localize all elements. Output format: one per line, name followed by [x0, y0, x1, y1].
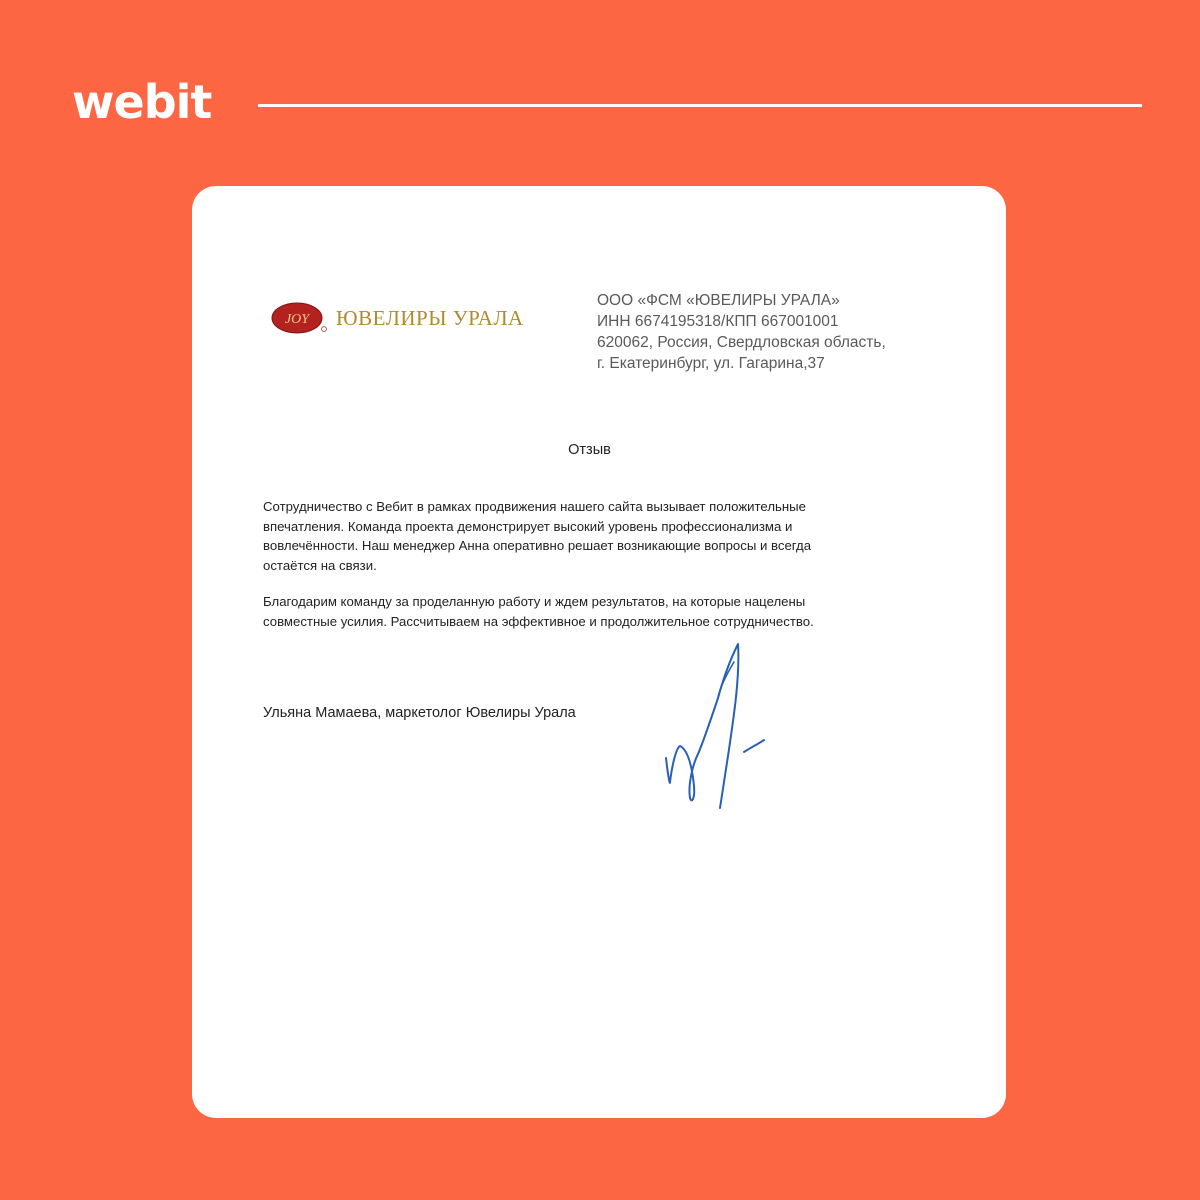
company-address-line-2: г. Екатеринбург, ул. Гагарина,37 — [597, 355, 825, 372]
company-tax-id: ИНН 6674195318/КПП 667001001 — [597, 313, 839, 330]
brand-logo: webit — [72, 75, 212, 129]
review-paragraph-2 — [263, 592, 883, 631]
text-line: остаётся на связи. — [263, 557, 377, 573]
header-divider — [258, 104, 1142, 107]
company-requisites — [597, 290, 886, 374]
signer-name: Ульяна Мамаева, маркетолог Ювелиры Урала — [263, 705, 576, 721]
text-line: Благодарим команду за проделанную работу и ждем результатов, на которые нацелены — [263, 594, 806, 609]
company-logo-icon — [270, 298, 328, 338]
handwritten-signature — [658, 636, 788, 821]
text-line: вовлечённости. Наш менеджер Анна оперативно решает возникающие вопросы и всегда — [263, 538, 812, 553]
review-paragraph-1 — [263, 497, 883, 575]
text-line: совместные усилия. Рассчитываем на эффективное и продолжительное сотрудничество. — [263, 613, 814, 629]
company-logo — [270, 298, 524, 338]
company-name: ООО «ФСМ «ЮВЕЛИРЫ УРАЛА» — [597, 292, 840, 309]
svg-text:JOY: JOY — [284, 312, 310, 327]
text-line: впечатления. Команда проекта демонстрирует высокий уровень профессионализма и — [263, 518, 793, 534]
review-letter-card — [192, 186, 1006, 1118]
text-line: Сотрудничество с Вебит в рамках продвижения нашего сайта вызывает положительные — [263, 499, 806, 514]
company-address-line-1: 620062, Россия, Свердловская область, — [597, 334, 886, 351]
company-logo-text: ЮВЕЛИРЫ УРАЛА — [336, 305, 524, 330]
document-title: Отзыв — [568, 442, 611, 458]
